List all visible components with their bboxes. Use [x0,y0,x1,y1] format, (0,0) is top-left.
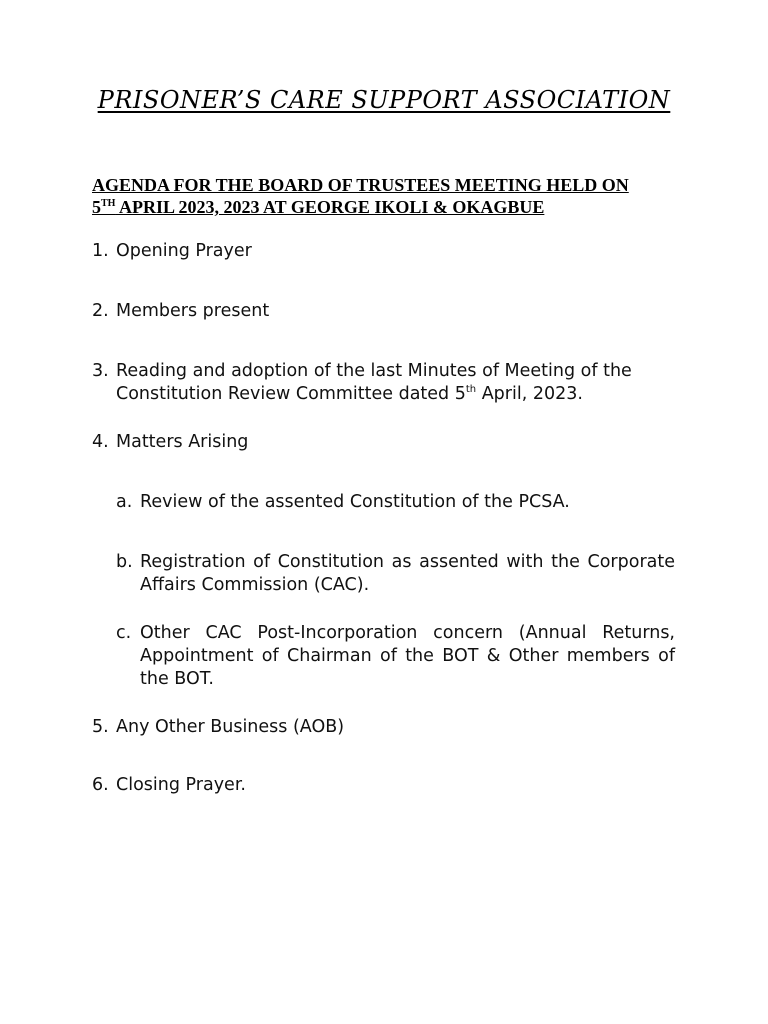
agenda-subitem [116,622,675,691]
agenda-item-number: 3. [92,361,109,381]
agenda-item-text-part: Reading and adoption of the last Minutes of Meeting of the Constitution Review Committee dated 5 [116,361,632,404]
agenda-item-number: 4. [92,432,109,452]
agenda-item [92,716,677,739]
agenda-subitem [116,491,675,514]
agenda-subitem-text: Other CAC Post-Incorporation concern (Annual Returns, Appointment of Chairman of the BOT & Other members of the BOT. [140,623,675,689]
agenda-subitem-letter: b. [116,552,133,572]
agenda-item [92,360,677,406]
agenda-item-text: Matters Arising [116,432,249,452]
agenda-subitem-letter: a. [116,492,133,512]
agenda-item-text-suffix: th [465,384,477,396]
agenda-item-number: 2. [92,301,109,321]
agenda-item [92,240,677,263]
agenda-heading-date-day: 5 [92,197,101,217]
agenda-subitem-text: Registration of Constitution as assented with the Corporate Affairs Commission (CAC). [140,552,675,595]
agenda-item-text [116,360,677,406]
agenda-heading [92,174,682,218]
organization-title: PRISONER’S CARE SUPPORT ASSOCIATION [97,86,671,114]
agenda-heading-date-suffix: TH [101,198,116,209]
agenda-item-text: Closing Prayer. [116,775,246,795]
agenda-item-text: Members present [116,301,270,321]
agenda-item-number: 6. [92,775,109,795]
agenda-subitem [116,551,675,597]
agenda-subitem-letter: c. [116,623,132,643]
agenda-item-number: 5. [92,717,109,737]
agenda-item [92,774,677,797]
agenda-item [92,300,677,323]
agenda-heading-line1: AGENDA FOR THE BOARD OF TRUSTEES MEETING HELD ON [92,175,629,195]
agenda-item-text: Any Other Business (AOB) [116,717,345,737]
agenda-item-number: 1. [92,241,109,261]
agenda-subitem-text: Review of the assented Constitution of the PCSA. [140,492,570,512]
agenda-item-text-part: April, 2023. [476,384,583,404]
agenda-heading-date-venue: APRIL 2023, 2023 AT GEORGE IKOLI & OKAGBUE [115,197,545,217]
agenda-item [92,431,677,454]
agenda-item-text: Opening Prayer [116,241,252,261]
